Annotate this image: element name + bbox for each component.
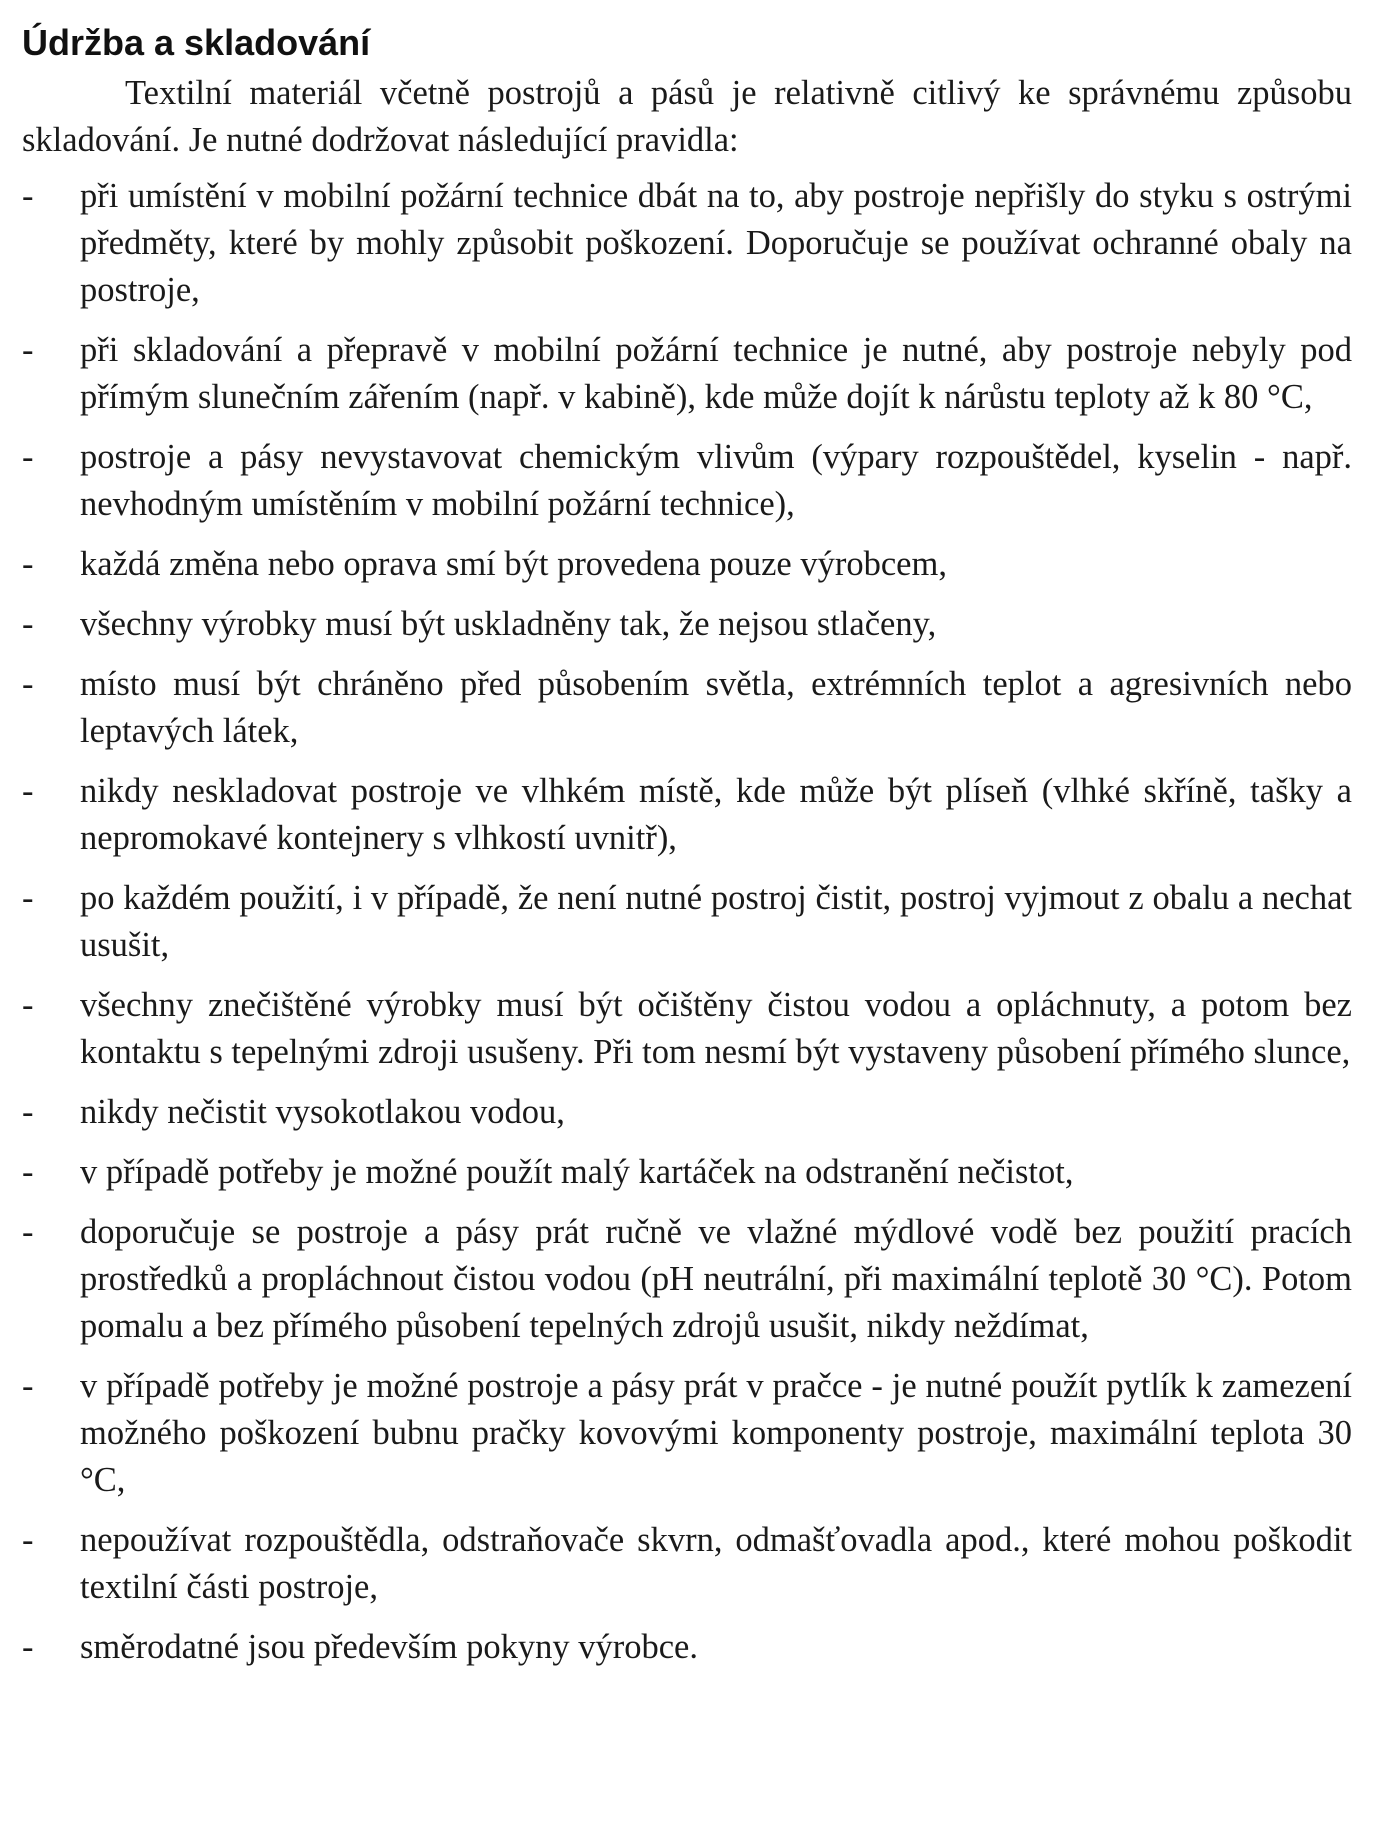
storage-rules-list bbox=[22, 173, 1352, 1671]
list-item-text: nepoužívat rozpouštědla, odstraňovače skvrn, odmašťovadla apod., které mohou poškodit textilní části postroje, bbox=[80, 1521, 1352, 1606]
dash-bullet: - bbox=[22, 1521, 34, 1559]
list-item bbox=[22, 661, 1352, 755]
list-item bbox=[22, 982, 1352, 1076]
list-item-text: směrodatné jsou především pokyny výrobce. bbox=[80, 1628, 698, 1666]
list-item-text: v případě potřeby je možné postroje a pásy prát v pračce - je nutné použít pytlík k zamezení možného poškození bubnu pračky kovovými komponenty postroje, maximální teplota 30 °C, bbox=[80, 1367, 1352, 1499]
dash-bullet: - bbox=[22, 545, 34, 583]
list-item bbox=[22, 768, 1352, 862]
list-item-text: každá změna nebo oprava smí být provedena pouze výrobcem, bbox=[80, 545, 947, 583]
list-item bbox=[22, 1624, 1352, 1671]
list-item-text: postroje a pásy nevystavovat chemickým vlivům (výpary rozpouštědel, kyselin - např. nevhodným umístěním v mobilní požární technice), bbox=[80, 438, 1352, 523]
list-item-text: nikdy nečistit vysokotlakou vodou, bbox=[80, 1093, 565, 1131]
list-item bbox=[22, 173, 1352, 314]
dash-bullet: - bbox=[22, 1213, 34, 1251]
dash-bullet: - bbox=[22, 1153, 34, 1191]
intro-paragraph: Textilní materiál včetně postrojů a pásů je relativně citlivý ke správnému způsobu skladování. Je nutné dodržovat následující pravidla: bbox=[22, 74, 1352, 159]
list-item-text: nikdy neskladovat postroje ve vlhkém místě, kde může být plíseň (vlhké skříně, tašky a nepromokavé kontejnery s vlhkostí uvnitř), bbox=[80, 772, 1352, 857]
dash-bullet: - bbox=[22, 605, 34, 643]
list-item-text: v případě potřeby je možné použít malý kartáček na odstranění nečistot, bbox=[80, 1153, 1074, 1191]
section-heading: Údržba a skladování bbox=[22, 22, 371, 63]
dash-bullet: - bbox=[22, 986, 34, 1024]
dash-bullet: - bbox=[22, 1093, 34, 1131]
document-page bbox=[22, 18, 1352, 1684]
list-item bbox=[22, 327, 1352, 421]
list-item-text: místo musí být chráněno před působením světla, extrémních teplot a agresivních nebo leptavých látek, bbox=[80, 665, 1352, 750]
dash-bullet: - bbox=[22, 438, 34, 476]
list-item bbox=[22, 1149, 1352, 1196]
list-item bbox=[22, 875, 1352, 969]
list-item-text: všechny výrobky musí být uskladněny tak, že nejsou stlačeny, bbox=[80, 605, 937, 643]
dash-bullet: - bbox=[22, 1628, 34, 1666]
list-item-text: při umístění v mobilní požární technice dbát na to, aby postroje nepřišly do styku s ostrými předměty, které by mohly způsobit poškození. Doporučuje se používat ochranné obaly na postroje, bbox=[80, 177, 1352, 309]
list-item bbox=[22, 601, 1352, 648]
list-item bbox=[22, 1209, 1352, 1350]
list-item-text: po každém použití, i v případě, že není nutné postroj čistit, postroj vyjmout z obalu a nechat usušit, bbox=[80, 879, 1352, 964]
dash-bullet: - bbox=[22, 879, 34, 917]
dash-bullet: - bbox=[22, 177, 34, 215]
list-item bbox=[22, 541, 1352, 588]
list-item bbox=[22, 1363, 1352, 1504]
list-item bbox=[22, 1089, 1352, 1136]
dash-bullet: - bbox=[22, 665, 34, 703]
dash-bullet: - bbox=[22, 1367, 34, 1405]
list-item bbox=[22, 434, 1352, 528]
list-item-text: doporučuje se postroje a pásy prát ručně ve vlažné mýdlové vodě bez použití pracích prostředků a propláchnout čistou vodou (pH neutrální, při maximální teplotě 30 °C). Potom pomalu a bez přímého působení tepelných zdrojů usušit, nikdy neždímat, bbox=[80, 1213, 1352, 1345]
dash-bullet: - bbox=[22, 331, 34, 369]
list-item bbox=[22, 1517, 1352, 1611]
dash-bullet: - bbox=[22, 772, 34, 810]
list-item-text: při skladování a přepravě v mobilní požární technice je nutné, aby postroje nebyly pod přímým slunečním zářením (např. v kabině), kde může dojít k nárůstu teploty až k 80 °C, bbox=[80, 331, 1352, 416]
list-item-text: všechny znečištěné výrobky musí být očištěny čistou vodou a opláchnuty, a potom bez kontaktu s tepelnými zdroji usušeny. Při tom nesmí být vystaveny působení přímého slunce, bbox=[80, 986, 1352, 1071]
